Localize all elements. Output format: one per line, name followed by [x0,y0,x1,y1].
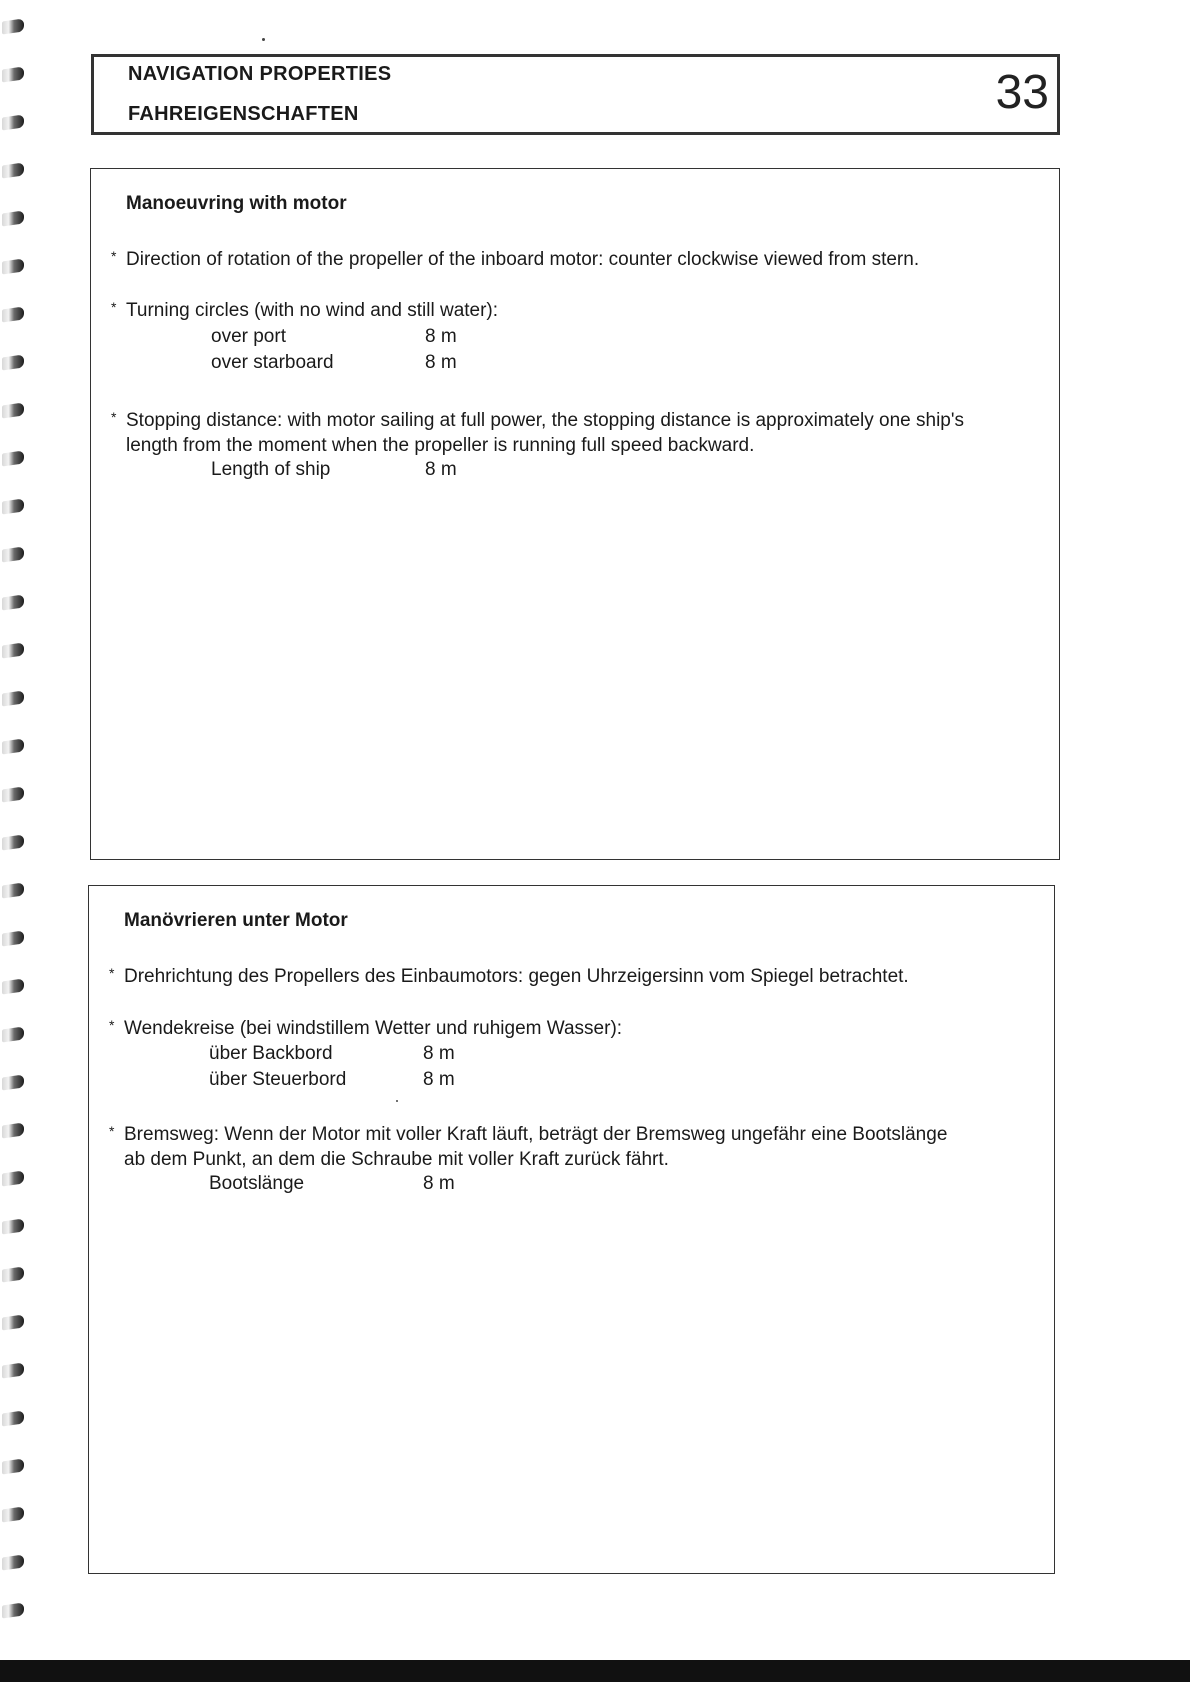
scan-speck [262,38,265,41]
bullet-marker: * [111,299,117,315]
section-german [88,885,1055,1574]
binding-ring [2,1554,24,1570]
turning-value: 8 m [425,352,457,373]
turning-intro-en: Turning circles (with no wind and still water): [126,300,499,321]
bullet-stopping-en [111,408,1011,458]
bullet-marker: * [109,965,115,981]
binding-ring [2,786,24,802]
page-number: 33 [995,66,1049,119]
bullet-marker: * [109,1017,115,1033]
spiral-binding [0,0,28,1682]
bullet-marker: * [111,248,117,264]
length-value: 8 m [425,459,457,480]
binding-ring [2,594,24,610]
length-label: Bootslänge [209,1173,305,1194]
stopping-line2-en: length from the moment when the propeller is running full speed backward. [126,435,755,456]
binding-ring [2,306,24,322]
binding-ring [2,18,24,34]
binding-ring [2,1122,24,1138]
binding-ring [2,834,24,850]
binding-ring [2,1266,24,1282]
bullet-turning-en [111,298,1011,323]
stopping-line2-de: ab dem Punkt, an dem die Schraube mit voller Kraft zurück fährt. [124,1149,669,1170]
binding-ring [2,882,24,898]
scan-speck [396,1100,398,1102]
binding-ring [2,930,24,946]
binding-ring [2,1362,24,1378]
turning-label: over port [211,326,286,347]
binding-ring [2,1458,24,1474]
bullet-turning-de [109,1016,1009,1041]
binding-ring [2,546,24,562]
turning-row-steuerbord [209,1069,455,1091]
binding-ring [2,1026,24,1042]
turning-row-starboard [211,352,457,374]
binding-ring [2,1314,24,1330]
header-title-de: FAHREIGENSCHAFTEN [128,103,359,125]
turning-row-port [211,326,457,348]
turning-value: 8 m [423,1043,455,1064]
turning-label: over starboard [211,352,334,373]
binding-ring [2,1506,24,1522]
length-row-en [211,459,457,481]
binding-ring [2,1170,24,1186]
binding-ring [2,1602,24,1618]
rotation-text-en: Direction of rotation of the propeller of the inboard motor: counter clockwise viewed from stern. [126,249,920,270]
binding-ring [2,402,24,418]
turning-label: über Backbord [209,1043,333,1064]
binding-ring [2,978,24,994]
length-value: 8 m [423,1173,455,1194]
turning-value: 8 m [423,1069,455,1090]
turning-row-backbord [209,1043,455,1065]
binding-ring [2,450,24,466]
length-label: Length of ship [211,459,331,480]
scan-bottom-edge [0,1660,1190,1682]
binding-ring [2,738,24,754]
length-row-de [209,1173,455,1195]
binding-ring [2,162,24,178]
turning-value: 8 m [425,326,457,347]
binding-ring [2,210,24,226]
binding-ring [2,642,24,658]
binding-ring [2,66,24,82]
binding-ring [2,1074,24,1090]
bullet-stopping-de [109,1122,1009,1172]
bullet-marker: * [111,409,117,425]
binding-ring [2,258,24,274]
binding-ring [2,690,24,706]
section-title-de: Manövrieren unter Motor [124,910,348,931]
bullet-rotation-de [109,964,1009,989]
page-header [91,54,1060,135]
section-english [90,168,1060,860]
header-title-en: NAVIGATION PROPERTIES [128,63,392,85]
binding-ring [2,1410,24,1426]
binding-ring [2,354,24,370]
turning-intro-de: Wendekreise (bei windstillem Wetter und ruhigem Wasser): [124,1018,623,1039]
binding-ring [2,114,24,130]
rotation-text-de: Drehrichtung des Propellers des Einbaumotors: gegen Uhrzeigersinn vom Spiegel betrachtet. [124,966,909,987]
turning-label: über Steuerbord [209,1069,347,1090]
stopping-line1-de: Bremsweg: Wenn der Motor mit voller Kraft läuft, beträgt der Bremsweg ungefähr eine Bootslänge [124,1124,948,1145]
bullet-marker: * [109,1123,115,1139]
bullet-rotation-en [111,247,1011,272]
section-title-en: Manoeuvring with motor [126,193,347,214]
binding-ring [2,1218,24,1234]
stopping-line1-en: Stopping distance: with motor sailing at full power, the stopping distance is approximately one ship's [126,410,964,431]
binding-ring [2,498,24,514]
